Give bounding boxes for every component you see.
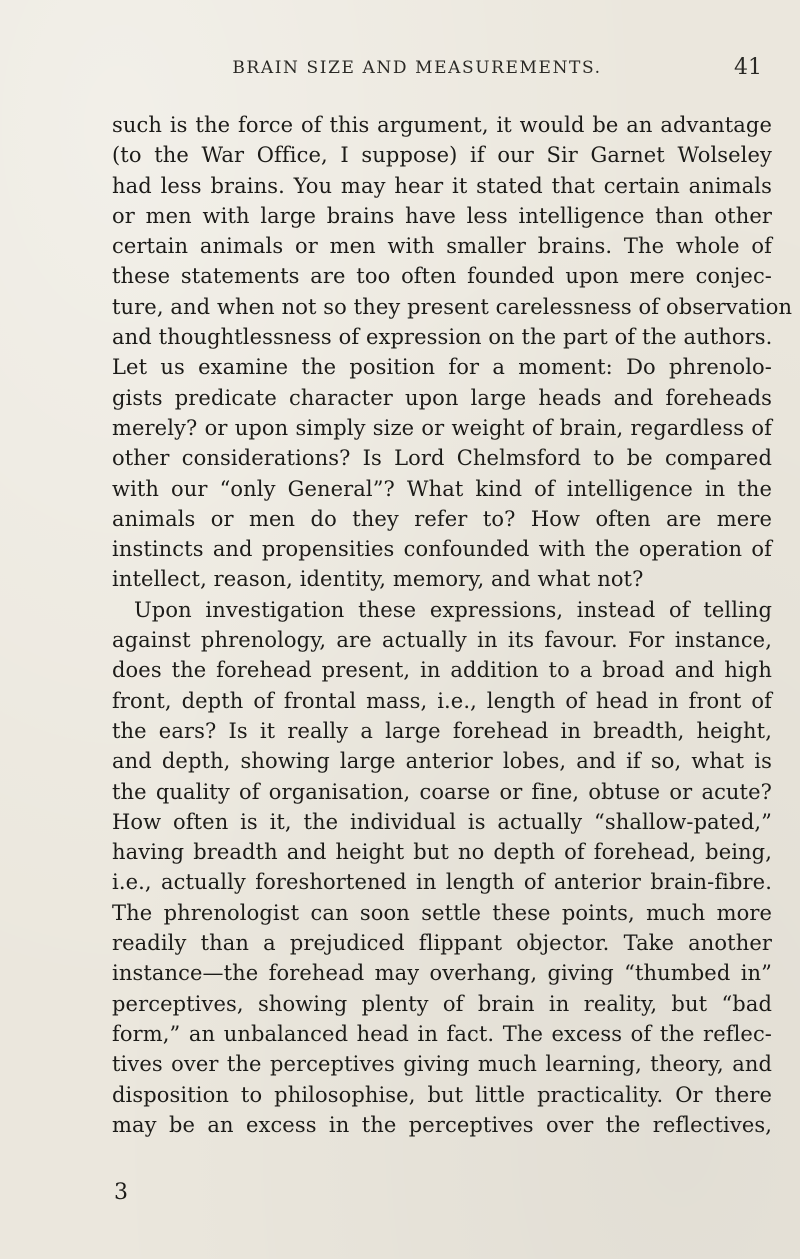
- text-line: other considerations? Is Lord Chelmsford to be compared: [112, 446, 772, 471]
- text-line: animals or men do they refer to? How often are mere: [112, 506, 772, 531]
- text-line: readily than a prejudiced flippant objector. Take another: [112, 931, 772, 956]
- page-header: [72, 55, 762, 88]
- text-line: Let us examine the position for a moment: Do phrenolo-: [112, 355, 772, 380]
- page-number: 41: [734, 55, 762, 80]
- running-head: BRAIN SIZE AND MEASUREMENTS.: [232, 58, 602, 78]
- text-line: disposition to philosophise, but little practicality. Or there: [112, 1082, 772, 1107]
- text-line: (to the War Office, I suppose) if our Sir Garnet Wolseley: [112, 143, 772, 168]
- text-line: gists predicate character upon large heads and foreheads: [112, 385, 772, 410]
- text-line: the ears? Is it really a large forehead in breadth, height,: [112, 718, 772, 743]
- text-line: does the forehead present, in addition to a broad and high: [112, 658, 772, 683]
- text-line: merely? or upon simply size or weight of brain, regardless of: [112, 415, 772, 440]
- text-line: certain animals or men with smaller brains. The whole of: [112, 234, 772, 259]
- text-line: and depth, showing large anterior lobes, and if so, what is: [112, 749, 772, 774]
- signature-mark: 3: [114, 1180, 128, 1205]
- text-line: had less brains. You may hear it stated that certain animals: [112, 173, 772, 198]
- text-line: or men with large brains have less intelligence than other: [112, 203, 772, 228]
- text-line: The phrenologist can soon settle these points, much more: [112, 900, 772, 925]
- text-line: may be an excess in the perceptives over the reflectives,: [112, 1112, 772, 1137]
- text-line: instance—the forehead may overhang, giving “thumbed in”: [112, 961, 772, 986]
- text-line: tives over the perceptives giving much learning, theory, and: [112, 1052, 772, 1077]
- text-line: front, depth of frontal mass, i.e., length of head in front of: [112, 688, 772, 713]
- text-line: with our “only General”? What kind of intelligence in the: [112, 476, 772, 501]
- text-line: ture, and when not so they present carelessness of observation: [112, 294, 793, 319]
- text-line: instincts and propensities confounded with the operation of: [112, 537, 772, 562]
- body-text: [112, 110, 793, 1140]
- text-line: perceptives, showing plenty of brain in reality, but “bad: [112, 991, 772, 1016]
- text-line: How often is it, the individual is actually “shallow-pated,”: [112, 809, 772, 834]
- text-line: form,” an unbalanced head in fact. The excess of the reflec-: [112, 1021, 772, 1046]
- paragraph-first-line: Upon investigation these expressions, instead of telling: [134, 597, 772, 622]
- text-line: against phrenology, are actually in its favour. For instance,: [112, 628, 772, 653]
- text-line: i.e., actually foreshortened in length of anterior brain-fibre.: [112, 870, 772, 895]
- text-line: having breadth and height but no depth of forehead, being,: [112, 840, 772, 865]
- text-line: such is the force of this argument, it would be an advantage: [112, 113, 772, 137]
- text-line: and thoughtlessness of expression on the part of the authors.: [112, 325, 773, 350]
- text-line: these statements are too often founded upon mere conjec-: [112, 264, 772, 289]
- text-line: intellect, reason, identity, memory, and what not?: [112, 567, 644, 592]
- text-line: the quality of organisation, coarse or fine, obtuse or acute?: [112, 779, 772, 804]
